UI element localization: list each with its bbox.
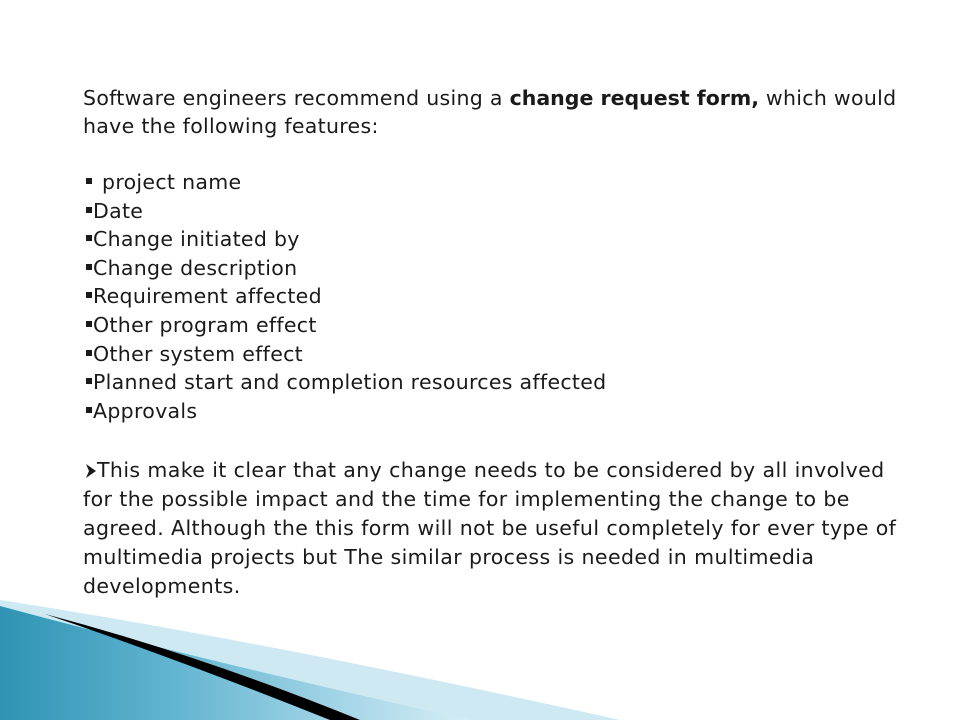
feature-list (83, 168, 903, 425)
arrow-bullet-icon (86, 464, 96, 478)
decorative-swoosh (0, 600, 620, 720)
feature-item (83, 397, 903, 426)
intro-before: Software engineers recommend using a (83, 86, 510, 110)
intro-text (83, 84, 903, 140)
feature-label: Change description (93, 255, 298, 280)
slide-content (83, 84, 903, 601)
feature-label: Planned start and completion resources affected (93, 370, 607, 395)
feature-label: Date (93, 198, 144, 223)
summary-paragraph (83, 456, 903, 601)
square-bullet-icon (86, 264, 92, 270)
feature-item (83, 311, 903, 340)
square-bullet-icon (86, 178, 92, 184)
feature-item (83, 340, 903, 369)
square-bullet-icon (86, 207, 92, 213)
feature-label: Change initiated by (93, 227, 300, 252)
feature-label: project name (102, 170, 242, 194)
intro-bold-term: change request form, (509, 86, 760, 110)
square-bullet-icon (86, 407, 92, 413)
square-bullet-icon (86, 235, 92, 241)
square-bullet-icon (86, 350, 92, 356)
summary-text: This make it clear that any change needs to be considered by all involved for the possible impact and the time for implementing the change to be agreed. Although the this form will not be useful completely for ever type of multimedia projects but The similar process is needed in multimedia developments. (83, 458, 897, 599)
feature-item (83, 282, 903, 311)
feature-label: Requirement affected (93, 284, 322, 309)
feature-item (83, 254, 903, 283)
square-bullet-icon (86, 292, 92, 298)
feature-label: Other program effect (93, 312, 317, 337)
feature-item (83, 368, 903, 397)
feature-item (83, 168, 903, 197)
feature-item (83, 197, 903, 226)
feature-label: Other system effect (93, 341, 304, 366)
intro-after: which would have the following features: (83, 86, 897, 138)
feature-label: Approvals (93, 398, 198, 423)
square-bullet-icon (86, 378, 92, 384)
square-bullet-icon (86, 321, 92, 327)
feature-item (83, 225, 903, 254)
